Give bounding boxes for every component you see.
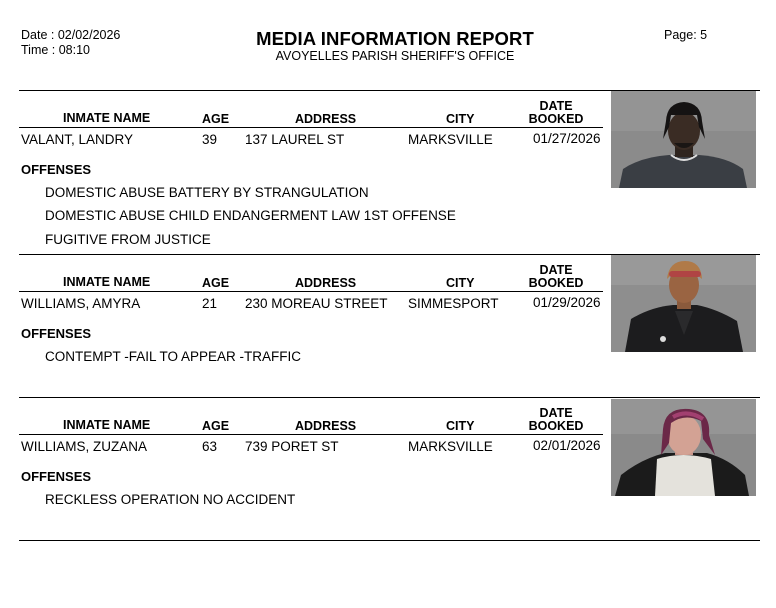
date-booked: 02/01/2026 <box>533 438 601 453</box>
mugshot-photo <box>611 91 756 188</box>
col-header-date-booked <box>522 407 590 433</box>
offense-item: DOMESTIC ABUSE BATTERY BY STRANGULATION <box>45 185 369 200</box>
report-subtitle: AVOYELLES PARISH SHERIFF'S OFFICE <box>275 49 515 63</box>
inmate-name: WILLIAMS, ZUZANA <box>21 439 148 454</box>
inmate-city: MARKSVILLE <box>408 132 493 147</box>
col-header-booked-line: BOOKED <box>528 112 584 126</box>
col-header-age: AGE <box>202 276 230 290</box>
inmate-address: 739 PORET ST <box>245 439 339 454</box>
col-header-booked-line: BOOKED <box>528 276 584 290</box>
col-header-date-line: DATE <box>539 99 573 113</box>
col-header-age: AGE <box>202 112 230 126</box>
inmate-record <box>0 90 776 250</box>
inmate-address: 137 LAUREL ST <box>245 132 345 147</box>
inmate-city: MARKSVILLE <box>408 439 493 454</box>
divider <box>19 540 760 541</box>
col-header-city: CITY <box>446 276 475 290</box>
col-header-name: INMATE NAME <box>63 275 151 289</box>
inmate-age: 21 <box>202 296 218 311</box>
inmate-address: 230 MOREAU STREET <box>245 296 388 311</box>
header-underline <box>19 291 603 292</box>
offense-item: CONTEMPT -FAIL TO APPEAR -TRAFFIC <box>45 349 302 364</box>
mugshot-photo <box>611 399 756 496</box>
date-booked: 01/27/2026 <box>533 131 601 146</box>
offense-item: DOMESTIC ABUSE CHILD ENDANGERMENT LAW 1ST OFFENSE <box>45 208 456 223</box>
col-header-age: AGE <box>202 419 230 433</box>
report-date: Date : 02/02/2026 <box>21 28 121 42</box>
col-header-city: CITY <box>446 112 475 126</box>
header-underline <box>19 434 603 435</box>
col-header-name: INMATE NAME <box>63 418 151 432</box>
col-header-booked-line: BOOKED <box>528 419 584 433</box>
inmate-record <box>0 397 776 557</box>
mugshot-photo <box>611 255 756 352</box>
report-time: Time : 08:10 <box>21 43 91 57</box>
col-header-city: CITY <box>446 419 475 433</box>
inmate-age: 63 <box>202 439 218 454</box>
col-header-date-line: DATE <box>539 406 573 420</box>
col-header-address: ADDRESS <box>295 276 357 290</box>
offense-item: RECKLESS OPERATION NO ACCIDENT <box>45 492 296 507</box>
col-header-date-line: DATE <box>539 263 573 277</box>
offenses-heading: OFFENSES <box>21 469 92 484</box>
offenses-heading: OFFENSES <box>21 162 92 177</box>
col-header-address: ADDRESS <box>295 112 357 126</box>
col-header-name: INMATE NAME <box>63 111 151 125</box>
inmate-name: WILLIAMS, AMYRA <box>21 296 141 311</box>
offense-item: FUGITIVE FROM JUSTICE <box>45 232 211 247</box>
offenses-heading: OFFENSES <box>21 326 92 341</box>
header-underline <box>19 127 603 128</box>
inmate-record <box>0 254 776 414</box>
inmate-name: VALANT, LANDRY <box>21 132 134 147</box>
inmate-city: SIMMESPORT <box>408 296 499 311</box>
col-header-address: ADDRESS <box>295 419 357 433</box>
date-booked: 01/29/2026 <box>533 295 601 310</box>
report-title: MEDIA INFORMATION REPORT <box>256 28 534 49</box>
col-header-date-booked <box>522 264 590 290</box>
inmate-age: 39 <box>202 132 218 147</box>
page-number: Page: 5 <box>664 28 708 42</box>
col-header-date-booked <box>522 100 590 126</box>
